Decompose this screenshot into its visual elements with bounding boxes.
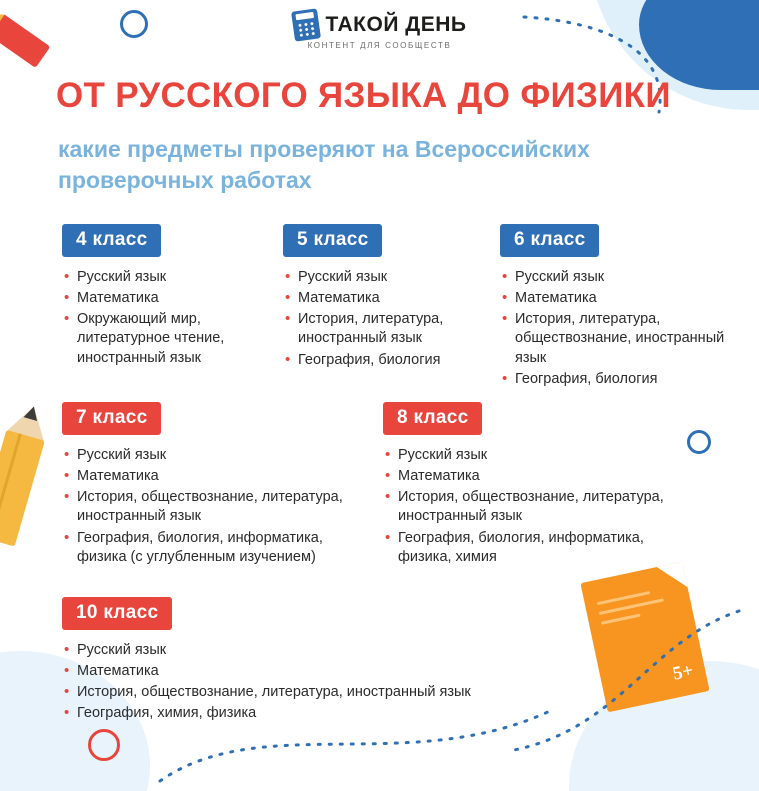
list-item: • Математика	[500, 289, 725, 308]
list-item: • История, литература, обществознание, иностранный язык	[500, 310, 725, 367]
grade-block-6	[500, 224, 725, 391]
list-item: • Окружающий мир, литературное чтение, иностранный язык	[62, 310, 277, 367]
grade-badge: 4 класс	[62, 224, 161, 257]
subject-list	[383, 446, 683, 567]
grade-badge: 5 класс	[283, 224, 382, 257]
list-item: • География, биология	[283, 351, 493, 370]
list-item: • Математика	[383, 467, 683, 486]
calculator-icon	[291, 8, 321, 41]
page-subtitle: какие предметы проверяют на Всероссийских проверочных работах	[58, 136, 590, 194]
list-item: • История, литература, иностранный язык	[283, 310, 493, 348]
list-item: • Русский язык	[383, 446, 683, 465]
grade-badge: 6 класс	[500, 224, 599, 257]
pencil-icon	[0, 401, 53, 537]
list-item: • Русский язык	[62, 641, 622, 660]
subject-list	[62, 268, 277, 368]
page-title: ОТ РУССКОГО ЯЗЫКА ДО ФИЗИКИ	[56, 76, 671, 115]
grade-block-10	[62, 597, 622, 726]
subject-list	[62, 446, 362, 567]
list-item: • Математика	[62, 662, 622, 681]
logo-subtitle: КОНТЕНТ ДЛЯ СООБЩЕСТВ	[307, 41, 452, 50]
list-item: • География, химия, физика	[62, 704, 622, 723]
list-item: • Математика	[62, 467, 362, 486]
list-item: • География, биология, информатика, физика, химия	[383, 529, 683, 567]
subject-list	[283, 268, 493, 370]
list-item: • География, биология, информатика, физика (с углубленным изучением)	[62, 529, 362, 567]
grade-block-5	[283, 224, 493, 372]
circle-outline-icon	[88, 729, 120, 761]
list-item: • Русский язык	[62, 446, 362, 465]
book-grade-label: 5+	[670, 659, 696, 685]
logo-title: ТАКОЙ ДЕНЬ	[325, 13, 467, 36]
grade-badge: 10 класс	[62, 597, 172, 630]
list-item: • География, биология	[500, 370, 725, 389]
grade-badge: 8 класс	[383, 402, 482, 435]
grade-block-8	[383, 402, 683, 569]
list-item: • Русский язык	[62, 268, 277, 287]
subject-list	[500, 268, 725, 389]
list-item: • История, обществознание, литература, иностранный язык	[62, 488, 362, 526]
grade-block-7	[62, 402, 362, 569]
list-item: • Русский язык	[283, 268, 493, 287]
grade-badge: 7 класс	[62, 402, 161, 435]
list-item: • Математика	[62, 289, 277, 308]
circle-outline-icon	[120, 10, 148, 38]
grade-block-4	[62, 224, 277, 370]
list-item: • История, обществознание, литература, иностранный язык	[62, 683, 622, 702]
list-item: • Математика	[283, 289, 493, 308]
brand-logo	[293, 10, 467, 50]
list-item: • Русский язык	[500, 268, 725, 287]
list-item: • История, обществознание, литература, иностранный язык	[383, 488, 683, 526]
circle-outline-icon	[687, 430, 711, 454]
subject-list	[62, 641, 622, 724]
pencil-icon	[0, 3, 49, 67]
